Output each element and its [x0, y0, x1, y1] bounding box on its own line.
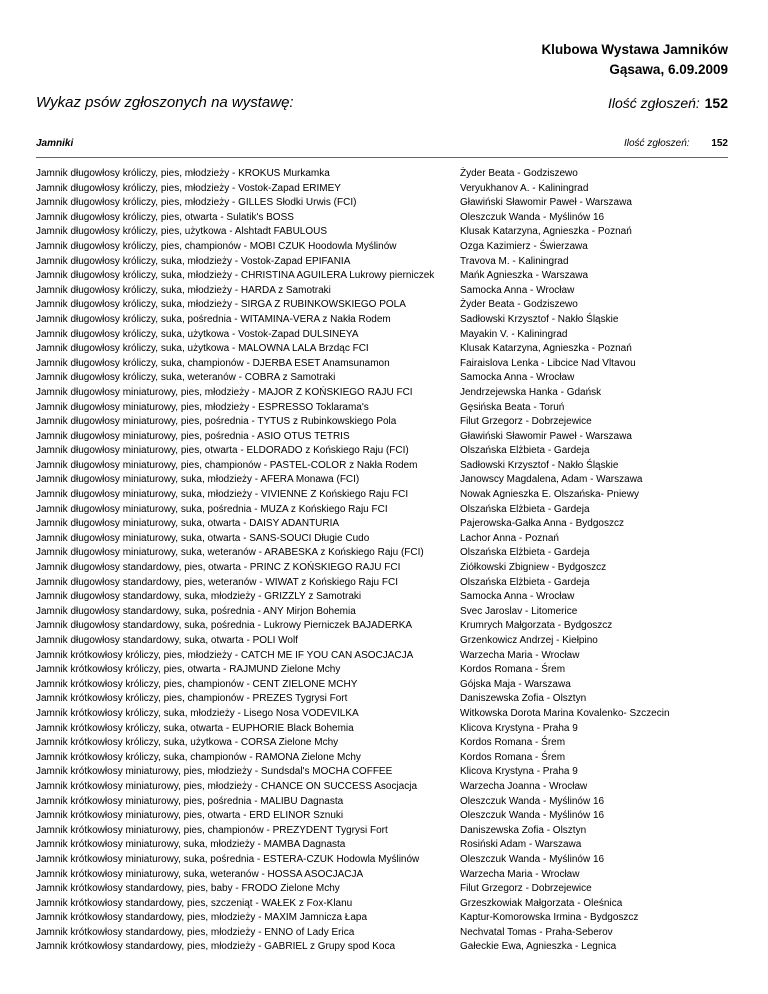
entry-owner: Samocka Anna - Wrocław — [460, 284, 575, 296]
entry-dog: Jamnik długowłosy standardowy, pies, otwarta - PRINC Z KOŃSKIEGO RAJU FCI — [36, 562, 401, 574]
entry-dog: Jamnik długowłosy króliczy, pies, młodzieży - GILLES Słodki Urwis (FCI) — [36, 197, 357, 209]
entry-row — [36, 561, 736, 576]
entry-owner: Żyder Beata - Godziszewo — [460, 299, 578, 311]
entry-dog: Jamnik krótkowłosy króliczy, suka, młodzieży - Lisego Nosa VODEVILKA — [36, 707, 359, 719]
entry-owner: Warzecha Joanna - Wrocław — [460, 780, 588, 792]
entry-dog: Jamnik długowłosy króliczy, pies, młodzieży - KROKUS Murkamka — [36, 168, 330, 179]
entry-row — [36, 619, 736, 634]
entry-row — [36, 342, 736, 357]
entry-dog: Jamnik krótkowłosy standardowy, pies, szczeniąt - WAŁEK z Fox-Klanu — [36, 897, 353, 909]
entry-row — [36, 357, 736, 372]
entry-owner: Kordos Romana - Śrem — [460, 737, 566, 749]
entry-row — [36, 838, 736, 853]
entry-owner: Gławiński Sławomir Paweł - Warszawa — [460, 430, 632, 442]
entry-dog: Jamnik krótkowłosy miniaturowy, suka, młodzieży - MAMBA Dagnasta — [36, 839, 346, 851]
entry-dog: Jamnik krótkowłosy króliczy, suka, otwarta - EUPHORIE Black Bohemia — [36, 722, 354, 734]
entry-row — [36, 707, 736, 722]
entry-dog: Jamnik długowłosy króliczy, pies, otwarta - Sulatik's BOSS — [36, 211, 294, 223]
entry-owner: Oleszczuk Wanda - Myślinów 16 — [460, 810, 605, 822]
entry-owner: Rosiński Adam - Warszawa — [460, 839, 582, 851]
entry-owner: Pajerowska-Gałka Anna - Bydgoszcz — [460, 518, 624, 530]
entry-row — [36, 328, 736, 343]
entry-dog: Jamnik długowłosy króliczy, suka, młodzieży - HARDA z Samotraki — [36, 284, 331, 296]
entry-row — [36, 196, 736, 211]
page-heading: Wykaz psów zgłoszonych na wystawę: — [36, 94, 294, 111]
entry-row — [36, 517, 736, 532]
entry-owner: Sadłowski Krzysztof - Nakło Śląskie — [460, 313, 619, 325]
entry-dog: Jamnik długowłosy miniaturowy, suka, otwarta - DAISY ADANTURIA — [36, 518, 340, 530]
entry-row — [36, 765, 736, 780]
entry-dog: Jamnik krótkowłosy miniaturowy, suka, weteranów - HOSSA ASOCJACJA — [36, 868, 364, 880]
entry-owner: Gałeckie Ewa, Agnieszka - Legnica — [460, 941, 617, 953]
entry-dog: Jamnik długowłosy miniaturowy, suka, pośrednia - MUZA z Końskiego Raju FCI — [36, 503, 388, 515]
entry-owner: Witkowska Dorota Marina Kovalenko- Szczecin — [460, 707, 670, 719]
entry-owner: Sadłowski Krzysztof - Nakło Śląskie — [460, 459, 619, 471]
entry-dog: Jamnik krótkowłosy króliczy, pies, championów - PREZES Tygrysi Fort — [36, 693, 348, 705]
entry-dog: Jamnik krótkowłosy króliczy, suka, championów - RAMONA Zielone Mchy — [36, 751, 361, 763]
entry-owner: Lachor Anna - Poznań — [460, 532, 559, 544]
entry-owner: Mayakin V. - Kaliningrad — [460, 328, 568, 340]
entry-dog: Jamnik długowłosy króliczy, pies, championów - MOBI CZUK Hoodowla Myślinów — [36, 240, 397, 252]
entry-row — [36, 255, 736, 270]
entry-owner: Olszańska Elżbieta - Gardeja — [460, 547, 590, 559]
entry-row — [36, 459, 736, 474]
entry-row — [36, 182, 736, 197]
entry-owner: Oleszczuk Wanda - Myślinów 16 — [460, 211, 605, 223]
entry-owner: Daniszewska Zofia - Olsztyn — [460, 824, 587, 836]
entry-row — [36, 795, 736, 810]
entry-dog: Jamnik krótkowłosy standardowy, pies, młodzieży - ENNO of Lady Erica — [36, 926, 355, 938]
entry-owner: Gęsińska Beata - Toruń — [460, 401, 565, 413]
entry-owner: Olszańska Elżbieta - Gardeja — [460, 576, 590, 588]
entry-row — [36, 911, 736, 926]
entry-row — [36, 240, 736, 255]
entry-owner: Nechvatal Tomas - Praha-Seberov — [460, 926, 613, 938]
entry-owner: Daniszewska Zofia - Olsztyn — [460, 693, 587, 705]
entry-dog: Jamnik długowłosy króliczy, suka, młodzieży - Vostok-Zapad EPIFANIA — [36, 255, 351, 267]
entry-dog: Jamnik krótkowłosy standardowy, pies, baby - FRODO Zielone Mchy — [36, 883, 340, 895]
entry-row — [36, 269, 736, 284]
entry-row — [36, 488, 736, 503]
entry-row — [36, 532, 736, 547]
entry-row — [36, 722, 736, 737]
entry-row — [36, 649, 736, 664]
entry-dog: Jamnik długowłosy króliczy, suka, młodzieży - CHRISTINA AGUILERA Lukrowy pierniczek — [36, 270, 435, 282]
section-title: Jamniki — [36, 138, 74, 149]
section-divider — [36, 157, 728, 158]
entry-dog: Jamnik długowłosy miniaturowy, suka, weteranów - ARABESKA z Końskiego Raju (FCI) — [36, 547, 424, 559]
entry-dog: Jamnik długowłosy króliczy, pies, młodzieży - Vostok-Zapad ERIMEY — [36, 182, 341, 194]
entry-dog: Jamnik długowłosy miniaturowy, suka, młodzieży - VIVIENNE Z Końskiego Raju FCI — [36, 489, 409, 501]
entry-owner: Olszańska Elżbieta - Gardeja — [460, 445, 590, 457]
entry-dog: Jamnik długowłosy króliczy, suka, użytkowa - Vostok-Zapad DULSINEYA — [36, 328, 359, 340]
entry-row — [36, 663, 736, 678]
entry-row — [36, 926, 736, 941]
entry-dog: Jamnik krótkowłosy króliczy, suka, użytkowa - CORSA Zielone Mchy — [36, 737, 339, 749]
entry-dog: Jamnik krótkowłosy króliczy, pies, championów - CENT ZIELONE MCHY — [36, 678, 358, 690]
entry-row — [36, 940, 736, 955]
entry-dog: Jamnik krótkowłosy miniaturowy, pies, otwarta - ERD ELINOR Sznuki — [36, 810, 344, 822]
entry-owner: Warzecha Maria - Wrocław — [460, 649, 580, 661]
entry-dog: Jamnik krótkowłosy miniaturowy, pies, młodzieży - Sundsdal's MOCHA COFFEE — [36, 766, 393, 778]
entry-dog: Jamnik długowłosy króliczy, suka, weteranów - COBRA z Samotraki — [36, 372, 336, 384]
section-count: 152 — [711, 138, 728, 149]
entry-row — [36, 225, 736, 240]
entry-dog: Jamnik krótkowłosy króliczy, pies, młodzieży - CATCH ME IF YOU CAN ASOCJACJA — [36, 649, 414, 661]
entry-dog: Jamnik długowłosy króliczy, suka, championów - DJERBA ESET Anamsunamon — [36, 357, 390, 369]
entry-dog: Jamnik długowłosy miniaturowy, suka, młodzieży - AFERA Monawa (FCI) — [36, 474, 360, 486]
entry-dog: Jamnik krótkowłosy króliczy, pies, otwarta - RAJMUND Zielone Mchy — [36, 664, 341, 676]
section-count-label: Ilość zgłoszeń: — [624, 138, 690, 149]
entry-row — [36, 284, 736, 299]
entry-dog: Jamnik długowłosy miniaturowy, pies, otwarta - ELDORADO z Końskiego Raju (FCI) — [36, 445, 409, 457]
show-location-date: Gąsawa, 6.09.2009 — [609, 62, 728, 77]
total-count: 152 — [704, 95, 728, 111]
entry-dog: Jamnik długowłosy miniaturowy, pies, młodzieży - ESPRESSO Toklarama's — [36, 401, 369, 413]
entry-owner: Kaptur-Komorowska Irmina - Bydgoszcz — [460, 912, 639, 924]
entry-owner: Kordos Romana - Śrem — [460, 664, 566, 676]
entry-owner: Gójska Maja - Warszawa — [460, 678, 571, 690]
entry-row — [36, 634, 736, 649]
entry-dog: Jamnik długowłosy miniaturowy, pies, młodzieży - MAJOR Z KOŃSKIEGO RAJU FCI — [36, 386, 413, 398]
entry-row — [36, 897, 736, 912]
entry-owner: Ozga Kazimierz - Świerzawa — [460, 240, 588, 252]
entry-owner: Warzecha Maria - Wrocław — [460, 868, 580, 880]
entry-row — [36, 386, 736, 401]
entry-owner: Travova M. - Kaliningrad — [460, 255, 569, 267]
entry-row — [36, 809, 736, 824]
entry-dog: Jamnik długowłosy króliczy, suka, użytkowa - MALOWNA LALA Brzdąc FCI — [36, 343, 369, 355]
entry-row — [36, 736, 736, 751]
entry-owner: Olszańska Elżbieta - Gardeja — [460, 503, 590, 515]
entry-dog: Jamnik długowłosy standardowy, suka, pośrednia - ANY Mirjon Bohemia — [36, 605, 356, 617]
entry-row — [36, 605, 736, 620]
entry-row — [36, 824, 736, 839]
entry-row — [36, 751, 736, 766]
entry-list — [36, 167, 736, 955]
entry-row — [36, 371, 736, 386]
entry-dog: Jamnik długowłosy miniaturowy, suka, otwarta - SANS-SOUCI Długie Cudo — [36, 532, 370, 544]
entry-row — [36, 313, 736, 328]
entry-dog: Jamnik krótkowłosy standardowy, pies, młodzieży - MAXIM Jamnicza Łapa — [36, 912, 368, 924]
entry-owner: Jendrzejewska Hanka - Gdańsk — [460, 386, 602, 398]
entry-owner: Filut Grzegorz - Dobrzejewice — [460, 883, 592, 895]
entry-owner: Oleszczuk Wanda - Myślinów 16 — [460, 795, 605, 807]
entry-row — [36, 211, 736, 226]
entry-owner: Janowscy Magdalena, Adam - Warszawa — [460, 474, 643, 486]
entry-row — [36, 473, 736, 488]
entry-dog: Jamnik długowłosy króliczy, suka, młodzieży - SIRGA Z RUBINKOWSKIEGO POLA — [36, 299, 406, 311]
entry-row — [36, 444, 736, 459]
entry-owner: Klusak Katarzyna, Agnieszka - Poznań — [460, 226, 632, 238]
entry-owner: Krumrych Małgorzata - Bydgoszcz — [460, 620, 613, 632]
entry-row — [36, 882, 736, 897]
entry-owner: Ziółkowski Zbigniew - Bydgoszcz — [460, 562, 607, 574]
entry-row — [36, 546, 736, 561]
entry-owner: Klusak Katarzyna, Agnieszka - Poznań — [460, 343, 632, 355]
entry-owner: Oleszczuk Wanda - Myślinów 16 — [460, 853, 605, 865]
entry-row — [36, 503, 736, 518]
entry-dog: Jamnik długowłosy standardowy, suka, młodzieży - GRIZZLY z Samotraki — [36, 591, 362, 603]
entry-owner: Veryukhanov A. - Kaliningrad — [460, 182, 589, 194]
entry-owner: Żyder Beata - Godziszewo — [460, 168, 578, 179]
entry-dog: Jamnik krótkowłosy miniaturowy, pies, młodzieży - CHANCE ON SUCCESS Asocjacja — [36, 780, 418, 792]
entry-dog: Jamnik długowłosy standardowy, suka, otwarta - POLI Wolf — [36, 635, 298, 646]
entry-row — [36, 401, 736, 416]
entry-dog: Jamnik długowłosy standardowy, suka, pośrednia - Lukrowy Pierniczek BAJADERKA — [36, 620, 413, 632]
entry-dog: Jamnik długowłosy miniaturowy, pies, pośrednia - TYTUS z Rubinkowskiego Pola — [36, 416, 397, 428]
entry-owner: Gławiński Sławomir Paweł - Warszawa — [460, 197, 632, 209]
entry-dog: Jamnik długowłosy standardowy, pies, weteranów - WIWAT z Końskiego Raju FCI — [36, 576, 398, 588]
entry-owner: Svec Jaroslav - Litomerice — [460, 605, 578, 617]
entry-row — [36, 430, 736, 445]
entry-row — [36, 167, 736, 182]
entry-owner: Samocka Anna - Wrocław — [460, 372, 575, 384]
entry-row — [36, 298, 736, 313]
entry-owner: Samocka Anna - Wrocław — [460, 591, 575, 603]
entry-owner: Filut Grzegorz - Dobrzejewice — [460, 416, 592, 428]
entry-dog: Jamnik krótkowłosy miniaturowy, suka, pośrednia - ESTERA-CZUK Hodowla Myślinów — [36, 853, 420, 865]
entry-owner: Nowak Agnieszka E. Olszańska- Pniewy — [460, 489, 639, 501]
entry-owner: Kordos Romana - Śrem — [460, 751, 566, 763]
entry-dog: Jamnik długowłosy miniaturowy, pies, pośrednia - ASIO OTUS TETRIS — [36, 430, 350, 442]
entry-row — [36, 415, 736, 430]
entry-dog: Jamnik długowłosy króliczy, suka, pośrednia - WITAMINA-VERA z Nakła Rodem — [36, 313, 391, 325]
entry-row — [36, 780, 736, 795]
entry-dog: Jamnik krótkowłosy miniaturowy, pies, championów - PREZYDENT Tygrysi Fort — [36, 824, 388, 836]
entry-owner: Klicova Krystyna - Praha 9 — [460, 722, 578, 734]
entry-owner: Klicova Krystyna - Praha 9 — [460, 766, 578, 778]
entry-dog: Jamnik krótkowłosy standardowy, pies, młodzieży - GABRIEL z Grupy spod Koca — [36, 941, 396, 953]
entry-row — [36, 678, 736, 693]
entry-owner: Grzeszkowiak Małgorzata - Oleśnica — [460, 897, 623, 909]
entry-owner: Grzenkowicz Andrzej - Kiełpino — [460, 635, 598, 646]
entry-owner: Mańk Agnieszka - Warszawa — [460, 270, 589, 282]
entry-row — [36, 853, 736, 868]
entry-row — [36, 590, 736, 605]
entry-dog: Jamnik długowłosy króliczy, pies, użytkowa - Alshtadt FABULOUS — [36, 226, 328, 238]
entry-dog: Jamnik krótkowłosy miniaturowy, pies, pośrednia - MALIBU Dagnasta — [36, 795, 344, 807]
entry-owner: Fairaislova Lenka - Libcice Nad Vltavou — [460, 357, 636, 369]
entry-dog: Jamnik długowłosy miniaturowy, pies, championów - PASTEL-COLOR z Nakła Rodem — [36, 459, 418, 471]
entry-row — [36, 868, 736, 883]
entry-row — [36, 576, 736, 591]
entry-row — [36, 692, 736, 707]
total-count-label: Ilość zgłoszeń: — [608, 95, 700, 111]
show-title: Klubowa Wystawa Jamników — [541, 42, 728, 57]
